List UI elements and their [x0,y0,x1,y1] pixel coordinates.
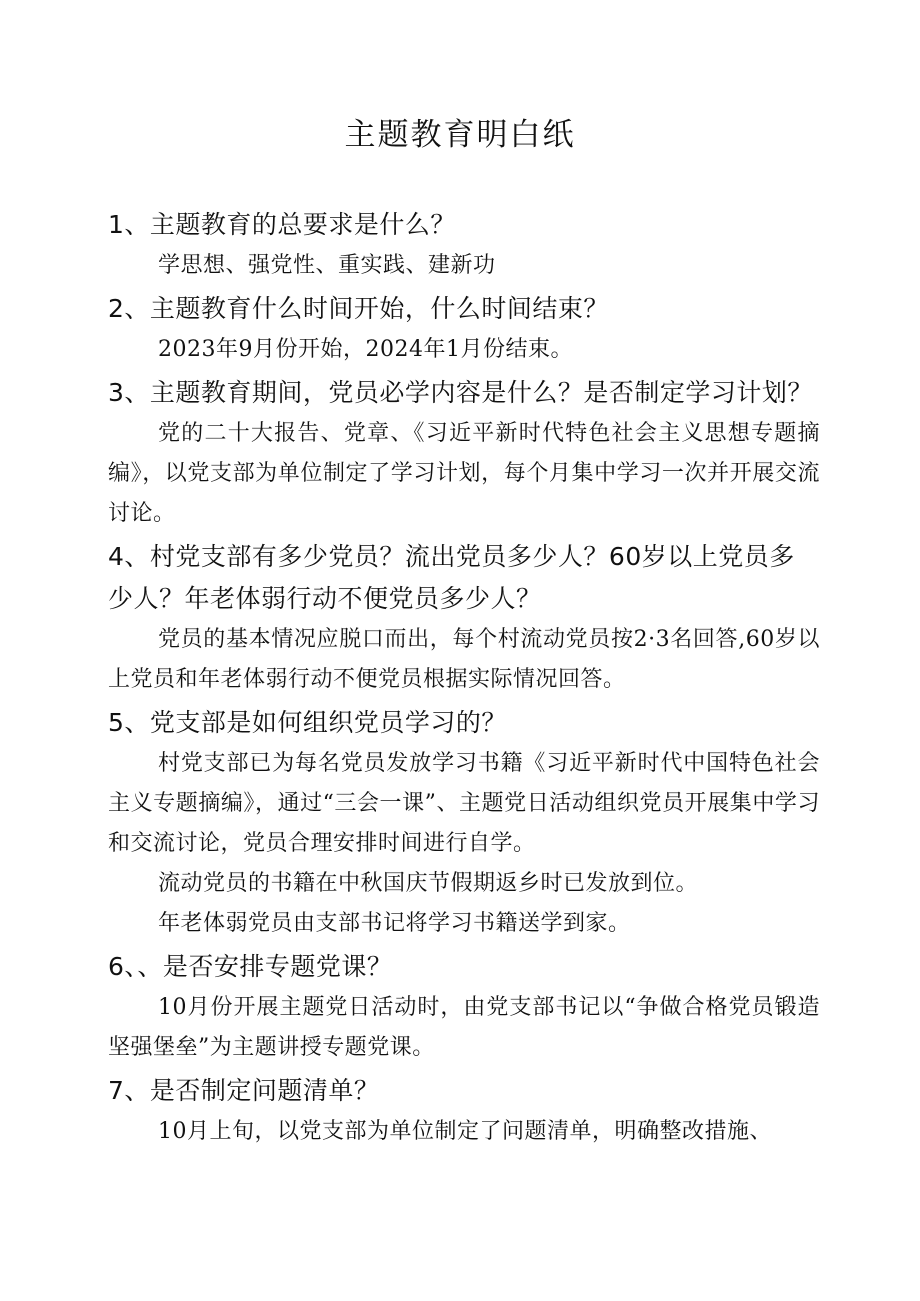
answer-6: 10月份开展主题党日活动时，由党支部书记以“争做合格党员锻造坚强堡垒”为主题讲授专题党课。 [108,995,820,1060]
answer-7: 10月上旬，以党支部为单位制定了问题清单，明确整改措施、 [158,1119,772,1144]
answer-5-paragraph-1: 村党支部已为每名党员发放学习书籍《习近平新时代中国特色社会主义专题摘编》，通过“三会一课”、主题党日活动组织党员开展集中学习和交流讨论，党员合理安排时间进行自学。 [108,751,820,856]
answer-5-paragraph-2: 流动党员的书籍在中秋国庆节假期返乡时已发放到位。 [158,871,699,896]
answer-2: 2023年9月份开始，2024年1月份结束。 [158,337,573,362]
question-3: 3、主题教育期间，党员必学内容是什么？是否制定学习计划？ [108,378,813,407]
question-5: 5、党支部是如何组织党员学习的？ [108,708,507,737]
question-2: 2、主题教育什么时间开始，什么时间结束？ [108,294,609,323]
answer-5-paragraph-3: 年老体弱党员由支部书记将学习书籍送学到家。 [158,911,631,936]
answer-1: 学思想、强党性、重实践、建新功 [158,253,496,278]
document-body [108,204,820,1152]
document-title: 主题教育明白纸 [344,117,576,153]
question-7: 7、是否制定问题清单？ [108,1076,380,1105]
answer-4: 党员的基本情况应脱口而出，每个村流动党员按2·3名回答,60岁以上党员和年老体弱行动不便党员根据实际情况回答。 [108,627,820,692]
question-1: 1、主题教育的总要求是什么？ [108,210,456,239]
question-4: 4、村党支部有多少党员？流出党员多少人？60岁以上党员多少人？年老体弱行动不便党员多少人？ [108,542,795,613]
question-6: 6、、是否安排专题党课？ [108,952,393,981]
answer-3: 党的二十大报告、党章、《习近平新时代特色社会主义思想专题摘编》，以党支部为单位制定了学习计划，每个月集中学习一次并开展交流讨论。 [108,421,820,526]
